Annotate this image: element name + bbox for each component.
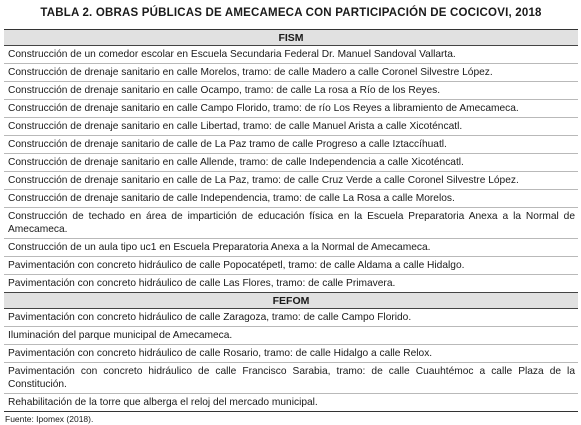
table-row: Construcción de drenaje sanitario de calle de La Paz tramo de calle Progreso a calle Iztaccíhuatl.	[4, 136, 578, 154]
table-row: Rehabilitación de la torre que alberga el reloj del mercado municipal.	[8, 397, 318, 408]
table-row: Pavimentación con concreto hidráulico de calle Popocatépetl, tramo: de calle Aldama a calle Hidalgo.	[4, 257, 578, 275]
table-row: Construcción de drenaje sanitario en calle Campo Florido, tramo: de río Los Reyes a libramiento de Amecameca.	[4, 100, 578, 118]
table-row: Pavimentación con concreto hidráulico de calle Rosario, tramo: de calle Hidalgo a calle Relox.	[4, 345, 578, 363]
public-works-table	[4, 29, 578, 412]
table-row: Pavimentación con concreto hidráulico de calle Las Flores, tramo: de calle Primavera.	[8, 278, 396, 289]
table-row: Construcción de drenaje sanitario en calle Morelos, tramo: de calle Madero a calle Coronel Silvestre López.	[4, 64, 578, 82]
table-row: Construcción de drenaje sanitario en calle Allende, tramo: de calle Independencia a calle Xicoténcatl.	[4, 154, 578, 172]
source-note: Fuente: Ipomex (2018).	[5, 414, 94, 424]
table-row: Construcción de techado en área de impartición de educación física en la Escuela Preparatoria Anexa a la Normal de Amecameca.	[4, 208, 578, 239]
table-row: Pavimentación con concreto hidráulico de calle Francisco Sarabia, tramo: de calle Cuauhtémoc a calle Plaza de la Constitución.	[4, 363, 578, 394]
table-row: Construcción de un comedor escolar en Escuela Secundaria Federal Dr. Manuel Sandoval Vallarta.	[4, 46, 578, 64]
table-row: Iluminación del parque municipal de Amecameca.	[4, 327, 578, 345]
table-row: Construcción de drenaje sanitario de calle Independencia, tramo: de calle La Rosa a calle Morelos.	[4, 190, 578, 208]
section-rows-fism	[4, 46, 578, 292]
table-row: Construcción de drenaje sanitario en calle de La Paz, tramo: de calle Cruz Verde a calle Coronel Silvestre López.	[4, 172, 578, 190]
table-row: Pavimentación con concreto hidráulico de calle Zaragoza, tramo: de calle Campo Florido.	[4, 309, 578, 327]
table-row: Construcción de drenaje sanitario en calle Ocampo, tramo: de calle La rosa a Río de los Reyes.	[4, 82, 578, 100]
table-row: Construcción de un aula tipo uc1 en Escuela Preparatoria Anexa a la Normal de Amecameca.	[4, 239, 578, 257]
table-title: TABLA 2. OBRAS PÚBLICAS DE AMECAMECA CON PARTICIPACIÓN DE COCICOVI, 2018	[40, 7, 542, 19]
section-rows-fefom	[4, 309, 578, 411]
section-header-fefom: FEFOM	[4, 292, 578, 309]
table-row: Construcción de drenaje sanitario en calle Libertad, tramo: de calle Manuel Arista a calle Xicoténcatl.	[4, 118, 578, 136]
section-header-fism: FISM	[4, 30, 578, 46]
